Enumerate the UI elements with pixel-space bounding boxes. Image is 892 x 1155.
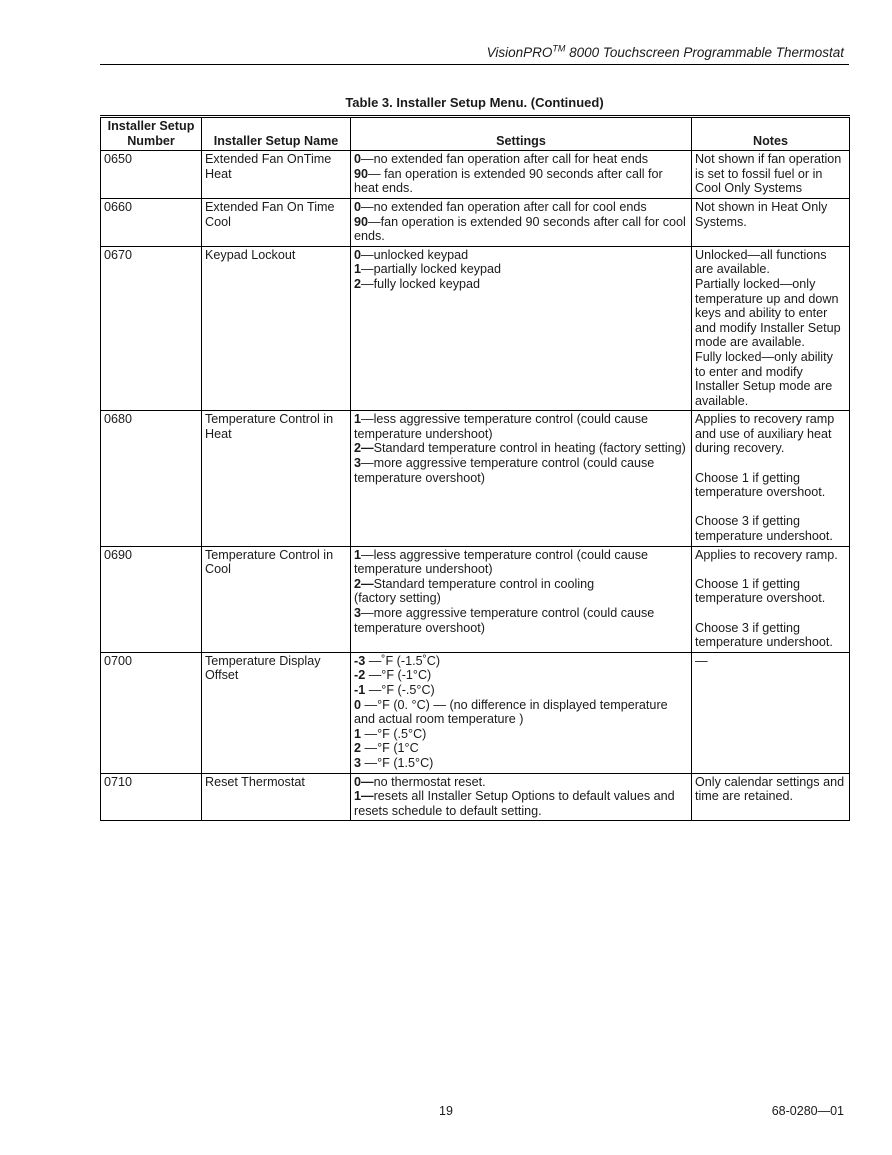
setting-code: 1— (354, 789, 374, 804)
setting-option (354, 591, 688, 606)
setting-code: 0— (354, 774, 374, 789)
setup-number-cell: 0710 (101, 773, 202, 821)
setting-option (354, 456, 688, 485)
running-header (100, 44, 844, 62)
note-text: Choose 3 if getting temperature undershoot. (695, 514, 833, 544)
setting-option (354, 698, 688, 727)
table-header-row (101, 117, 850, 151)
setting-description: —less aggressive temperature control (could cause temperature undershoot) (354, 412, 649, 441)
setup-name-cell: Temperature Control in Heat (202, 411, 351, 546)
setting-option (354, 789, 688, 818)
setting-code: 0 (354, 247, 362, 262)
setup-number-cell: 0670 (101, 246, 202, 411)
setting-code: 2 (354, 741, 362, 756)
settings-cell (351, 411, 692, 546)
setting-description: —less aggressive temperature control (could cause temperature undershoot) (354, 547, 649, 577)
setting-option (354, 262, 688, 277)
setting-option (354, 248, 688, 263)
setup-name-cell: Keypad Lockout (202, 246, 351, 411)
setting-code: 1 (354, 412, 362, 427)
table-row (101, 411, 850, 546)
page-number: 19 (439, 1104, 453, 1118)
setting-code: -3 (354, 653, 366, 668)
setting-option (354, 741, 688, 756)
setting-option (354, 412, 688, 441)
table-row (101, 198, 850, 246)
setting-code: 0 (354, 152, 362, 167)
note-text: Applies to recovery ramp. (695, 547, 838, 562)
running-header-title: VisionPRO (486, 45, 553, 60)
setting-description: —no extended fan operation after call for heat ends (361, 152, 649, 167)
setting-option (354, 215, 688, 244)
setting-description: —no extended fan operation after call for cool ends (361, 199, 647, 214)
notes-cell (692, 151, 850, 199)
setting-code: -2 (354, 668, 366, 683)
setting-option (354, 668, 688, 683)
note-text: Choose 3 if getting temperature undershoot. (695, 620, 833, 650)
setting-description: Standard temperature control in heating (factory setting) (373, 441, 686, 456)
setting-code: 1 (354, 726, 362, 741)
setting-option (354, 727, 688, 742)
setting-option (354, 606, 688, 635)
setup-number-cell: 0680 (101, 411, 202, 546)
column-header-name: Installer Setup Name (202, 117, 351, 151)
setting-option (354, 441, 688, 456)
setting-option (354, 200, 688, 215)
setting-description: — fan operation is extended 90 seconds after call for heat ends. (354, 166, 663, 196)
settings-cell (351, 546, 692, 652)
setting-description: —°F (-.5°C) (365, 682, 435, 697)
setting-description: —°F (1.5°C) (361, 755, 434, 770)
header-rule (100, 64, 849, 65)
setting-code: 2— (354, 576, 374, 591)
table-title: Table 3. Installer Setup Menu. (Continued) (345, 95, 604, 110)
settings-cell (351, 246, 692, 411)
note-text: Not shown in Heat Only Systems. (695, 199, 828, 229)
setting-option (354, 654, 688, 669)
setting-description: —°F (.5°C) (361, 726, 427, 741)
setup-name-cell: Extended Fan On Time Cool (202, 198, 351, 246)
setting-description: —°F (0. °C) — (no difference in displayed temperature and actual room temperature ) (354, 697, 668, 727)
settings-cell (351, 151, 692, 199)
setting-description: Standard temperature control in cooling (373, 576, 595, 591)
setting-code: 0 (354, 697, 362, 712)
notes-cell (692, 411, 850, 546)
setting-code: 1 (354, 547, 362, 562)
setting-code: 3 (354, 606, 362, 620)
notes-cell (692, 246, 850, 411)
setting-code: -1 (354, 682, 366, 697)
installer-setup-table (100, 115, 850, 821)
column-header-number: Installer Setup Number (101, 117, 202, 151)
notes-cell (692, 773, 850, 821)
setup-name-cell: Temperature Control in Cool (202, 546, 351, 652)
settings-cell (351, 198, 692, 246)
setting-description: —fan operation is extended 90 seconds after call for cool ends. (354, 214, 686, 244)
setup-name-cell: Temperature Display Offset (202, 652, 351, 773)
setting-code: 1 (354, 262, 362, 277)
setting-code: 3 (354, 456, 362, 471)
setting-description: —°F (1°C (361, 741, 419, 756)
setting-option (354, 756, 688, 771)
setting-option (354, 683, 688, 698)
setting-description: —more aggressive temperature control (could cause temperature overshoot) (354, 606, 655, 635)
setup-number-cell: 0660 (101, 198, 202, 246)
table-row (101, 151, 850, 199)
settings-cell (351, 773, 692, 821)
settings-cell (351, 652, 692, 773)
setting-code: 2 (354, 276, 362, 291)
note-text: — (695, 653, 708, 668)
setting-option (354, 277, 688, 292)
note-text: Applies to recovery ramp and use of auxiliary heat during recovery. (695, 412, 835, 456)
note-spacer (695, 500, 846, 515)
setting-option (354, 775, 688, 790)
setting-option (354, 152, 688, 167)
notes-cell (692, 546, 850, 652)
setting-description: —˚F (-1.5˚C) (365, 653, 441, 668)
setting-code: 3 (354, 755, 362, 770)
note-text: Choose 1 if getting temperature overshoot. (695, 470, 826, 500)
running-header-subtitle: 8000 Touchscreen Programmable Thermostat (565, 45, 844, 60)
setting-description: —more aggressive temperature control (could cause temperature overshoot) (354, 456, 655, 485)
setting-code: 90 (354, 166, 369, 181)
setting-option (354, 167, 688, 196)
note-text: Unlocked—all functions are available. (695, 247, 827, 277)
table-row (101, 546, 850, 652)
trademark-mark: TM (552, 43, 566, 54)
note-text: Partially locked—only temperature up and down keys and ability to enter and modify Installer Setup mode are available. (695, 276, 841, 350)
setup-number-cell: 0650 (101, 151, 202, 199)
setting-description: no thermostat reset. (373, 774, 486, 789)
table-body (101, 151, 850, 821)
setting-description: resets all Installer Setup Options to default values and resets schedule to default setting. (354, 789, 675, 818)
setting-code: 0 (354, 199, 362, 214)
note-text: Fully locked—only ability to enter and modify Installer Setup mode are available. (695, 349, 833, 408)
table-row (101, 652, 850, 773)
table-row (101, 773, 850, 821)
setting-description: —fully locked keypad (361, 276, 481, 291)
note-spacer (695, 562, 846, 577)
document-number: 68-0280—01 (771, 1104, 844, 1118)
setting-option (354, 577, 688, 592)
column-header-notes: Notes (692, 117, 850, 151)
setting-code: 2— (354, 441, 374, 456)
table-row (101, 246, 850, 411)
setting-description: —unlocked keypad (361, 247, 469, 262)
setting-description: (factory setting) (354, 591, 441, 606)
setup-number-cell: 0690 (101, 546, 202, 652)
setup-name-cell: Reset Thermostat (202, 773, 351, 821)
setting-code: 90 (354, 214, 369, 229)
note-spacer (695, 456, 846, 471)
notes-cell (692, 198, 850, 246)
setting-option (354, 548, 688, 577)
setting-description: —°F (-1°C) (365, 668, 432, 683)
note-text: Choose 1 if getting temperature overshoot. (695, 576, 826, 606)
setting-description: —partially locked keypad (361, 262, 502, 277)
setup-name-cell: Extended Fan OnTime Heat (202, 151, 351, 199)
note-text: Only calendar settings and time are retained. (695, 774, 845, 804)
column-header-settings: Settings (351, 117, 692, 151)
notes-cell (692, 652, 850, 773)
note-spacer (695, 606, 846, 621)
setup-number-cell: 0700 (101, 652, 202, 773)
note-text: Not shown if fan operation is set to fossil fuel or in Cool Only Systems (695, 152, 842, 196)
